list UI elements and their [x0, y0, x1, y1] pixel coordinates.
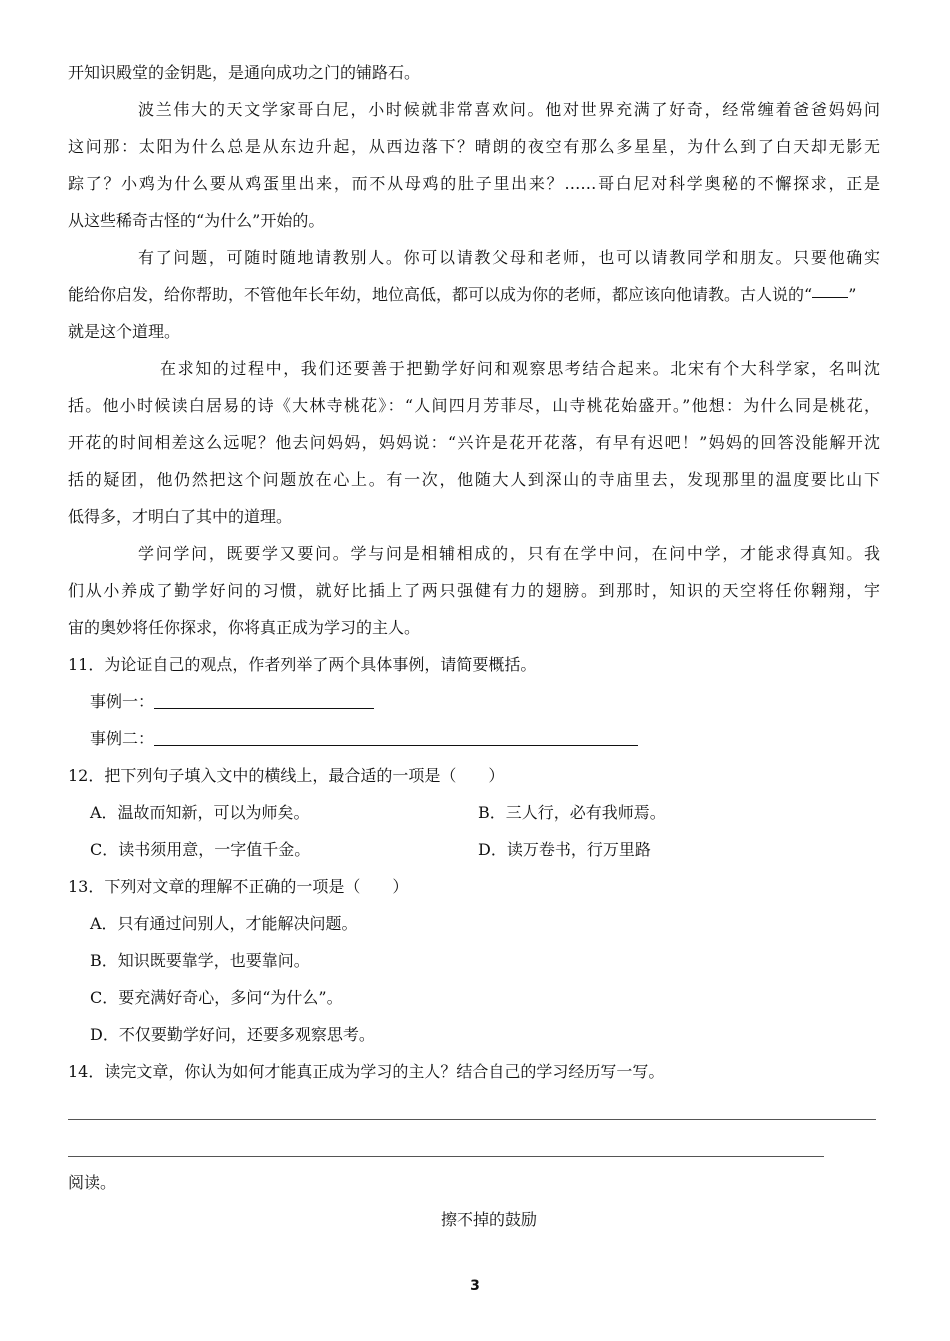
paragraph-copernicus	[68, 91, 880, 239]
writing-line[interactable]	[68, 1127, 880, 1164]
paragraph-conclusion	[68, 535, 880, 646]
passage-text: ”	[848, 285, 857, 304]
option-d[interactable]: D．读万卷书，行万里路	[478, 840, 651, 859]
section-label: 阅读。	[68, 1173, 117, 1192]
answer-label: 事例一：	[90, 692, 155, 711]
passage-line: 这问那：太阳为什么总是从东边升起，从西边落下？晴朗的夜空有那么多星星，为什么到了白天却无影无	[68, 137, 880, 156]
fill-blank[interactable]	[812, 279, 848, 298]
passage-line: 从这些稀奇古怪的“为什么”开始的。	[68, 211, 325, 230]
question-stem: 11．为论证自己的观点，作者列举了两个具体事例，请简要概括。	[68, 655, 537, 674]
passage-line: 波兰伟大的天文学家哥白尼，小时候就非常喜欢问。他对世界充满了好奇，经常缠着爸爸妈妈问	[138, 100, 880, 119]
passage-text: 能给你启发，给你帮助，不管他年长年幼，地位高低，都可以成为你的老师，都应该向他请教。古人说的“	[68, 285, 813, 304]
passage-line: 低得多，才明白了其中的道理。	[68, 507, 293, 526]
question-stem: 14．读完文章，你认为如何才能真正成为学习的主人？结合自己的学习经历写一写。	[68, 1062, 665, 1081]
option-b[interactable]: B．三人行，必有我师焉。	[478, 803, 666, 822]
option-a[interactable]: A．温故而知新，可以为师矣。	[90, 803, 310, 822]
passage-line: 在求知的过程中，我们还要善于把勤学好问和观察思考结合起来。北宋有个大科学家，名叫沈	[160, 359, 880, 378]
answer-label: 事例二：	[90, 729, 155, 748]
passage-line: 括。他小时候读白居易的诗《大林寺桃花》：“人间四月芳菲尽，山寺桃花始盛开。”他想：为什么同是桃花，	[68, 396, 880, 415]
option-row	[68, 831, 880, 868]
article-title: 擦不掉的鼓励	[440, 1210, 537, 1229]
question-13	[68, 868, 880, 1053]
option-row	[68, 794, 880, 831]
passage-line: 括的疑团，他仍然把这个问题放在心上。有一次，他随大人到深山的寺庙里去，发现那里的温度要比山下	[68, 470, 880, 489]
passage-line: 就是这个道理。	[68, 322, 181, 341]
answer-line-example-2	[68, 720, 880, 757]
passage-line: 们从小养成了勤学好问的习惯，就好比插上了两只强健有力的翅膀。到那时，知识的天空将任你翱翔，宇	[68, 581, 880, 600]
passage-line-with-blank	[68, 276, 880, 313]
option-c[interactable]: C．读书须用意，一字值千金。	[90, 840, 311, 859]
answer-line-example-1	[68, 683, 880, 720]
option-b[interactable]: B．知识既要靠学，也要靠问。	[90, 951, 310, 970]
answer-blank[interactable]	[154, 686, 374, 709]
question-12	[68, 757, 880, 868]
passage-line: 开知识殿堂的金钥匙，是通向成功之门的铺路石。	[68, 63, 421, 82]
document-page	[68, 54, 880, 1238]
option-a[interactable]: A．只有通过问别人，才能解决问题。	[90, 914, 358, 933]
question-14	[68, 1053, 880, 1164]
question-stem: 13．下列对文章的理解不正确的一项是（ ）	[68, 877, 409, 896]
passage-line: 宙的奥妙将任你探求，你将真正成为学习的主人。	[68, 618, 421, 637]
paragraph-shen-kuo	[68, 350, 880, 535]
passage-line: 有了问题，可随时随地请教别人。你可以请教父母和老师，也可以请教同学和朋友。只要他确实	[138, 248, 880, 267]
question-stem: 12．把下列句子填入文中的横线上，最合适的一项是（ ）	[68, 766, 505, 785]
answer-blank[interactable]	[154, 723, 638, 746]
question-11	[68, 646, 880, 757]
option-d[interactable]: D．不仅要勤学好问，还要多观察思考。	[90, 1025, 375, 1044]
passage-line: 学问学问，既要学又要问。学与问是相辅相成的，只有在学中问，在问中学，才能求得真知。我	[138, 544, 880, 563]
paragraph-ask-others	[68, 239, 880, 350]
page-number: 3	[470, 1278, 480, 1294]
passage-line: 开花的时间相差这么远呢？他去问妈妈，妈妈说：“兴许是花开花落，有早有迟吧！”妈妈的回答没能解开沈	[68, 433, 880, 452]
writing-line[interactable]	[68, 1090, 880, 1127]
passage-line: 踪了？小鸡为什么要从鸡蛋里出来，而不从母鸡的肚子里出来？……哥白尼对科学奥秘的不懈探求，正是	[68, 174, 880, 193]
option-c[interactable]: C．要充满好奇心，多问“为什么”。	[90, 988, 343, 1007]
